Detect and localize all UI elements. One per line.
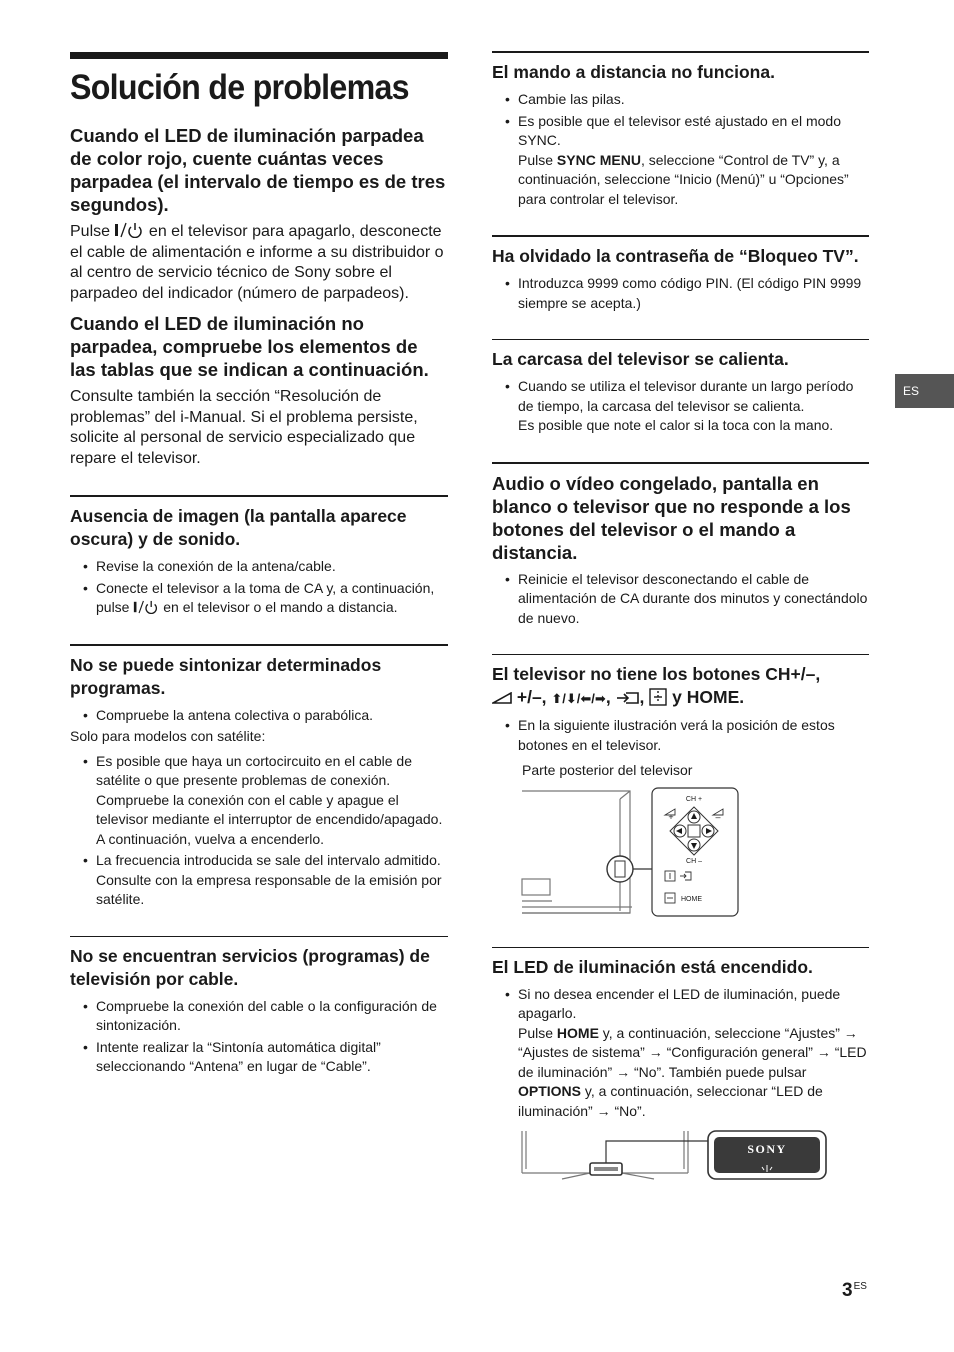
led-red-body: Pulse en el televisor para apagarlo, desconecte el cable de alimentación e informe a su distribuidor o al centro de servicio técnico de Sony sobre el parpadeo del indicador (número de parpadeos).: [70, 223, 444, 302]
list-item: • Conecte el televisor a la toma de CA y, a continuación, pulse en el televisor o el mando a distancia.: [96, 579, 448, 618]
section-buttons: [492, 654, 869, 921]
no-cable-heading: No se encuentran servicios (programas) de televisión por cable.: [70, 945, 430, 989]
language-tab: ES: [895, 374, 954, 408]
list-item: • En la siguiente ilustración verá la posición de estos botones en el televisor.: [518, 716, 869, 755]
led-red-heading: Cuando el LED de iluminación parpadea de color rojo, cuente cuántas veces parpadea (el intervalo de tiempo es de tres segundos).: [70, 125, 446, 215]
home-label: HOME: [681, 895, 702, 903]
frozen-list: [492, 570, 869, 629]
no-tune-heading: No se puede sintonizar determinados programas.: [70, 654, 382, 698]
ch-minus-label: CH –: [686, 857, 702, 865]
page-number: $3^{ES}$: [842, 1280, 867, 1301]
remote-list: [492, 90, 869, 209]
list-item: • Cuando se utiliza el televisor durante un largo período de tiempo, la carcasa del televisor se calienta. Es posible que note el calor si la toca con la mano.: [518, 377, 869, 436]
led-nored-body: Consulte también la sección “Resolución de problemas” del i-Manual. Si el problema persiste, solicite al personal de servicio especializado que repare el televisor.: [70, 388, 418, 467]
list-item: • Revise la conexión de la antena/cable.: [96, 557, 448, 577]
tv-back-outline: [522, 791, 632, 913]
buttons-heading: El televisor no tiene los botones CH+/–, +/–, ⬆/⬇/⬅/➡, , y HOME.: [492, 664, 821, 707]
arrow-icon: →: [596, 1102, 611, 1119]
list-item: • Si no desea encender el LED de iluminación, puede apagarlo. Pulse HOME y, a continuación, seleccione “Ajustes” → “Ajustes de sistema” → “Configuración general” → “LED de iluminación” → “No”. También puede pulsar OPTIONS y, a continuación, seleccionar “LED de iluminación” → “No”.: [518, 985, 869, 1122]
list-item: • Compruebe la conexión del cable o la configuración de sintonización.: [96, 997, 448, 1036]
arrow-icon: →: [648, 1044, 663, 1060]
list-item: • Es posible que haya un cortocircuito en el cable de satélite o que presente problemas de conexión. Compruebe la conexión con el cable y apague el televisor mediante el interruptor de encendido/apagado. A continuación, vuelva a encenderlo.: [96, 752, 448, 850]
tv-buttons-illustration: [492, 787, 869, 921]
no-tune-satellite-list: [70, 752, 448, 910]
vol-plus-label: +: [668, 811, 674, 822]
list-item: • Cambie las pilas.: [518, 90, 869, 110]
no-tune-list: [70, 706, 448, 726]
arrow-icon: →: [843, 1024, 858, 1041]
tv-led-illustration: [492, 1129, 869, 1185]
hot-list: [492, 377, 869, 436]
frozen-heading: Audio o vídeo congelado, pantalla en blanco o televisor que no responde a los botones del televisor o el mando a distancia.: [492, 472, 851, 563]
arrow-icon: →: [816, 1044, 831, 1060]
hot-heading: La carcasa del televisor se calienta.: [492, 349, 789, 369]
section-no-tune: [70, 644, 448, 910]
list-item: • Intente realizar la “Sintonía automática digital” seleccionando “Antena” en lugar de “Cable”.: [96, 1038, 448, 1077]
section-no-cable: [70, 936, 448, 1077]
title-rule: [70, 52, 448, 59]
section-hot: [492, 339, 869, 436]
power-standby-icon: [133, 600, 159, 614]
section-led-on: [492, 947, 869, 1186]
button-location-circle: [607, 856, 633, 882]
illustration-caption: Parte posterior del televisor: [522, 762, 693, 778]
section-password: [492, 235, 869, 313]
list-item: • La frecuencia introducida se sale del intervalo admitido. Consulte con la empresa responsable de la emisión por satélite.: [96, 851, 448, 910]
list-item: • Introduzca 9999 como código PIN. (El código PIN 9999 siempre se acepta.): [518, 274, 869, 313]
input-icon: [616, 691, 640, 705]
list-item: • Es posible que el televisor esté ajustado en el modo SYNC. Pulse SYNC MENU, seleccione “Control de TV” y, a continuación, seleccione “Inicio (Menú)” u “Opciones” para controlar el televisor.: [518, 112, 869, 210]
no-picture-list: [70, 557, 448, 618]
volume-icon: [492, 692, 512, 704]
section-remote: [492, 51, 869, 209]
no-picture-heading: Ausencia de imagen (la pantalla aparece oscura) y de sonido.: [70, 506, 407, 549]
no-cable-list: [70, 997, 448, 1077]
buttons-list: [492, 716, 869, 755]
power-standby-icon: [114, 222, 144, 238]
sony-logo: SONY: [747, 1142, 787, 1156]
right-column: [492, 51, 869, 1185]
arrow-icon: →: [616, 1063, 631, 1080]
list-item: • Reinicie el televisor desconectando el cable de alimentación de CA durante dos minutos y conectándolo de nuevo.: [518, 570, 869, 629]
section-frozen: [492, 462, 869, 629]
satellite-note: Solo para modelos con satélite:: [70, 728, 266, 744]
vol-minus-label: –: [715, 811, 721, 822]
remote-heading: El mando a distancia no funciona.: [492, 62, 775, 82]
power-button-icon: [649, 688, 667, 706]
left-column: [70, 52, 448, 1079]
led-on-list: [492, 985, 869, 1122]
ch-plus-label: CH +: [685, 795, 703, 803]
arrow-buttons-icon: ⬆/⬇/⬅/➡: [551, 691, 606, 706]
page-title: Solución de problemas: [70, 68, 409, 107]
password-heading: Ha olvidado la contraseña de “Bloqueo TV”.: [492, 246, 859, 266]
password-list: [492, 274, 869, 313]
led-on-heading: El LED de iluminación está encendido.: [492, 956, 813, 977]
led-nored-heading: Cuando el LED de iluminación no parpadea, compruebe los elementos de las tablas que se indican a continuación.: [70, 313, 429, 380]
section-no-picture: [70, 495, 448, 618]
list-item: • Compruebe la antena colectiva o parabólica.: [96, 706, 448, 726]
